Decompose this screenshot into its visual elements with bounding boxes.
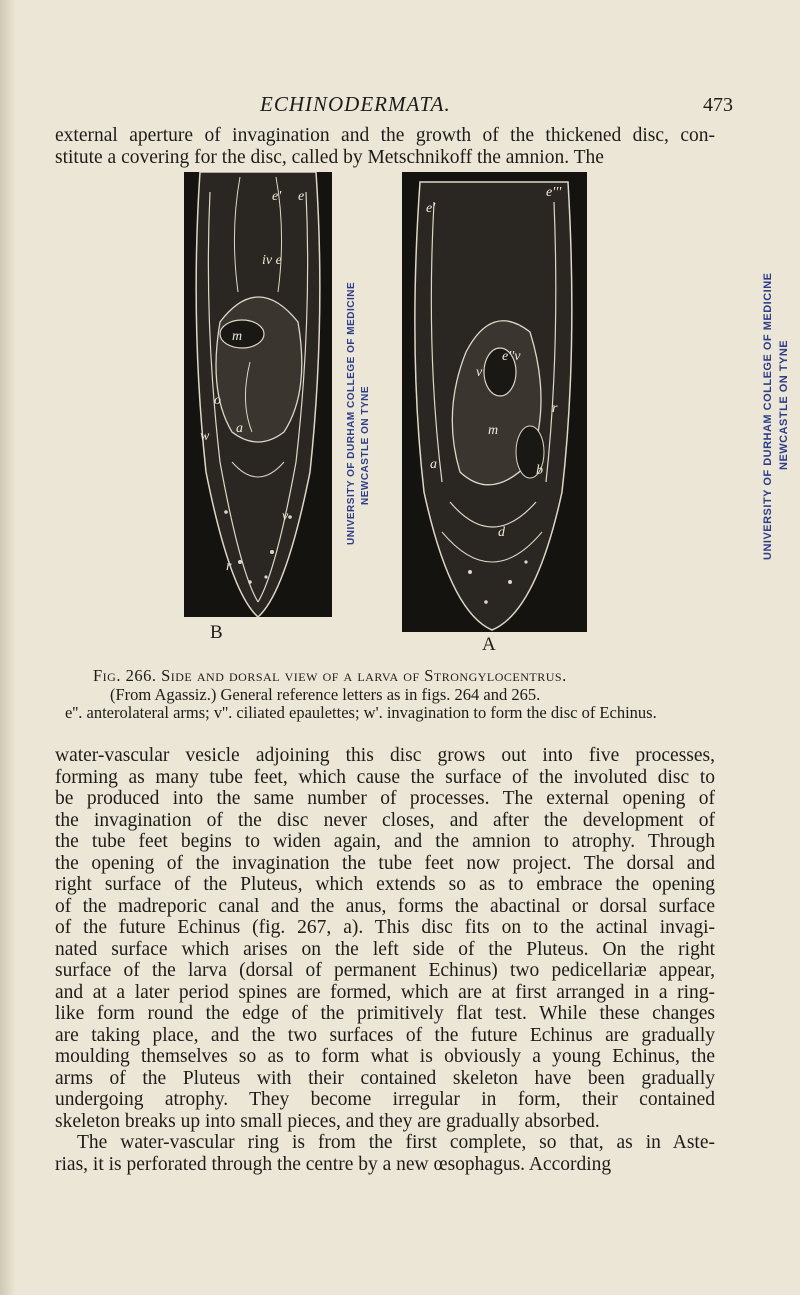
text-line: of the madreporic canal and the anus, forms the abactinal or dorsal surface (55, 895, 715, 917)
library-stamp: UNIVERSITY OF DURHAM COLLEGE OF MEDICINE (762, 272, 774, 560)
library-stamp: UNIVERSITY OF DURHAM COLLEGE OF MEDICINE (346, 281, 357, 545)
text-line: like form round the edge of the primitively flat test. While these changes (55, 1003, 715, 1024)
figure-266 (180, 172, 705, 655)
text-line: and at a later period spines are formed, which are at first arranged in a ring- (55, 981, 715, 1003)
label-e: e (298, 189, 305, 204)
label-a-a: a (430, 457, 437, 472)
caption-line: Fig. 266. Side and dorsal view of a larva of Strongylocentrus. (93, 666, 567, 685)
intro-paragraph (55, 125, 715, 168)
text-line: the opening of the invagination the tube feet now project. The dorsal and (55, 852, 715, 874)
figure-caption (55, 667, 715, 723)
library-stamp: NEWCASTLE ON TYNE (360, 385, 371, 505)
text-line: skeleton breaks up into small pieces, and they are gradually absorbed. (55, 1110, 600, 1132)
text-line: stitute a covering for the disc, called by Metschnikoff the amnion. The (55, 146, 604, 168)
text-line: surface of the larva (dorsal of permanent Echinus) two pedicellariæ appear, (55, 960, 715, 981)
label-e-v: e''v (502, 349, 521, 364)
text-line: arms of the Pluteus with their contained skeleton have been gradually (55, 1067, 715, 1089)
page-edge-shadow (0, 0, 16, 1295)
text-line: forming as many tube feet, which cause the surface of the involuted disc to (55, 766, 715, 788)
panel-b-drawing (184, 172, 332, 617)
label-o: o (214, 393, 221, 408)
label-iv-e: iv e (262, 253, 282, 268)
text-line: right surface of the Pluteus, which extends so as to embrace the opening (55, 874, 715, 895)
label-a: a (236, 421, 243, 436)
panel-label-b: B (210, 622, 223, 643)
label-e-prime-a: e' (426, 201, 436, 216)
text-line: are taking place, and the two surfaces of the future Echinus are gradually (55, 1024, 715, 1046)
label-w: w (200, 429, 210, 444)
label-d: d (498, 525, 505, 540)
text-line: nated surface which arises on the left side of the Pluteus. On the right (55, 938, 715, 960)
text-line: be produced into the same number of processes. The external opening of (55, 788, 715, 809)
label-v: v (282, 509, 289, 524)
text-line: of the future Echinus (fig. 267, a). This disc fits on to the actinal invagi- (55, 917, 715, 938)
panel-a-drawing (402, 172, 587, 632)
caption-line: e''. anterolateral arms; v''. ciliated epaulettes; w'. invagination to form the disc of Echinus. (65, 703, 657, 722)
text-line: water-vascular vesicle adjoining this disc grows out into five processes, (55, 745, 715, 766)
text-line: the tube feet begins to widen again, and the amnion to atrophy. Through (55, 831, 715, 852)
label-r-a: r (552, 401, 558, 416)
text-line: The water-vascular ring is from the first complete, so that, as in Aste- (77, 1132, 715, 1153)
label-v-a: v (476, 365, 483, 380)
caption-line: (From Agassiz.) General reference letters as in figs. 264 and 265. (110, 684, 541, 704)
text-line: the invagination of the disc never closes, and after the development of (55, 809, 715, 831)
text-line: external aperture of invagination and the growth of the thickened disc, con- (55, 125, 715, 146)
label-m: m (232, 329, 243, 344)
text-line: rias, it is perforated through the centre by a new œsophagus. According (55, 1153, 612, 1175)
label-b: b (536, 463, 543, 478)
label-r: r (226, 559, 232, 574)
label-e-triple-prime: e''' (546, 185, 562, 200)
label-m-a: m (488, 423, 499, 438)
larva-illustration (180, 172, 705, 652)
panel-label-a: A (482, 634, 496, 655)
body-paragraph (55, 745, 715, 1175)
text-line: undergoing atrophy. They become irregular in form, their contained (55, 1089, 715, 1110)
running-header: ECHINODERMATA. (260, 92, 451, 116)
text-line: moulding themselves so as to form what is obviously a young Echinus, the (55, 1046, 715, 1067)
label-e-prime: e' (272, 189, 282, 204)
library-stamp: NEWCASTLE ON TYNE (778, 339, 790, 470)
page-number: 473 (703, 94, 733, 116)
